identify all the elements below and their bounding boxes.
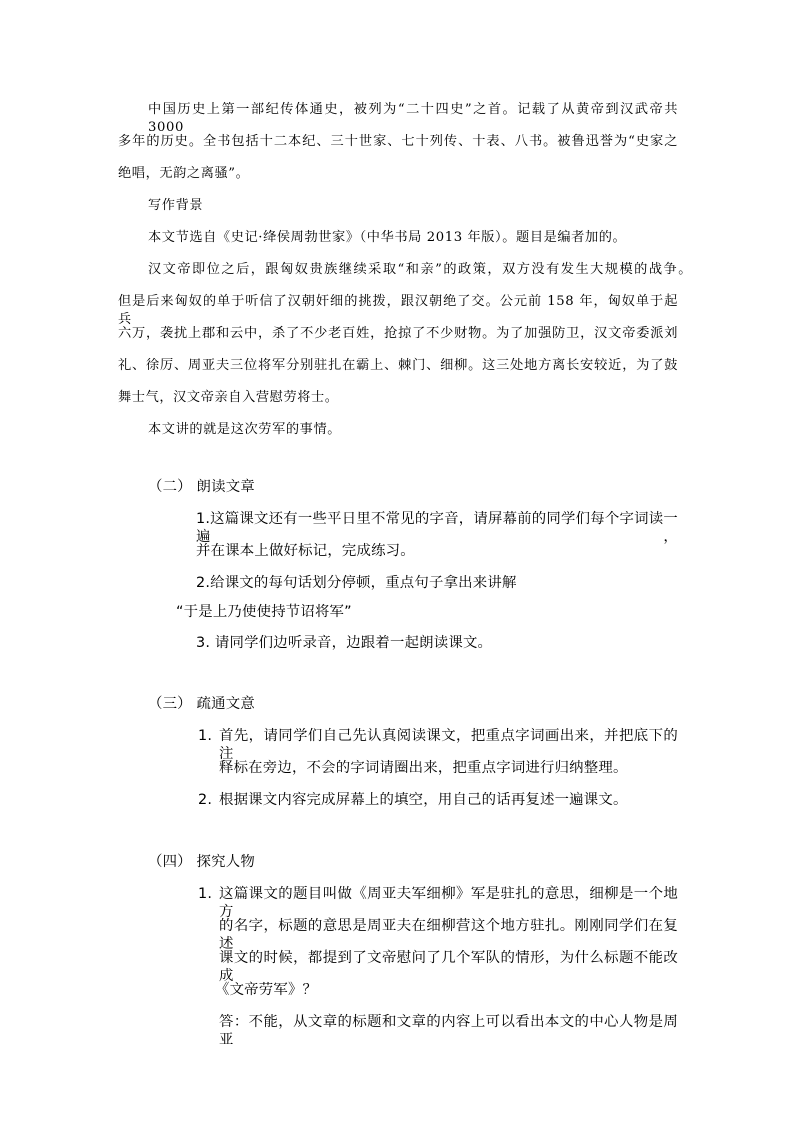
- list-item-line: 首先，请同学们自己先认真阅读课文，把重点字词画出来，并把底下的注: [219, 728, 678, 762]
- list-item-line: 的名字，标题的意思是周亚夫在细柳营这个地方驻扎。刚刚同学们在复述: [219, 918, 678, 952]
- list-item-line: 这篇课文的题目叫做《周亚夫军细柳》军是驻扎的意思，细柳是一个地方: [219, 886, 678, 920]
- section-heading: 写作背景: [148, 198, 204, 213]
- list-number: 1.: [198, 886, 213, 902]
- list-item-line: 并在课本上做好标记，完成练习。: [196, 543, 415, 559]
- list-item-line: 3. 请同学们边听录音，边跟着一起朗读课文。: [196, 635, 493, 651]
- intro-paragraph-line: 本文节选自《史记·绛侯周勃世家》（中华书局 2013 年版）。题目是编者加的。: [148, 230, 627, 245]
- section-title: （四） 探究人物: [148, 854, 255, 870]
- intro-paragraph-line: 舞士气，汉文帝亲自入营慰劳将士。: [118, 390, 339, 405]
- list-number: 2.: [198, 792, 213, 808]
- answer-line: 答：不能，从文章的标题和文章的内容上可以看出本文的中心人物是周亚: [219, 1014, 678, 1048]
- intro-paragraph-line: 多年的历史。全书包括十二本纪、三十世家、七十列传、十表、八书。被鲁迅誉为“史家之: [118, 134, 678, 149]
- intro-paragraph-line: 本文讲的就是这次劳军的事情。: [148, 422, 342, 437]
- intro-paragraph-line: 汉文帝即位之后，跟匈奴贵族继续采取“和亲”的政策，双方没有发生大规模的战争。: [148, 262, 692, 277]
- intro-paragraph-line: 六万，袭扰上郡和云中，杀了不少老百姓，抢掠了不少财物。为了加强防卫，汉文帝委派刘: [118, 326, 678, 341]
- list-number: 1.: [198, 728, 213, 744]
- intro-paragraph-line: 但是后来匈奴的单于听信了汉朝奸细的挑拨，跟汉朝绝了交。公元前 158 年，匈奴单于起兵: [118, 294, 678, 327]
- list-item-line: 《文帝劳军》？: [215, 982, 318, 998]
- list-item-line: 根据课文内容完成屏幕上的填空，用自己的话再复述一遍课文。: [219, 792, 628, 808]
- list-item-line: 1.这篇课文还有一些平日里不常见的字音，请屏幕前的同学们每个字词读一遍，: [196, 511, 678, 545]
- intro-paragraph-line: 礼、徐厉、周亚夫三位将军分别驻扎在霸上、棘门、细柳。这三处地方离长安较近，为了鼓: [118, 358, 678, 373]
- section-title: （三） 疏通文意: [148, 696, 255, 712]
- intro-paragraph-line: 中国历史上第一部纪传体通史，被列为“二十四史”之首。记载了从黄帝到汉武帝共 3000: [148, 102, 678, 135]
- list-item-line: 课文的时候，都提到了文帝慰问了几个军队的情形，为什么标题不能改成: [219, 950, 678, 984]
- list-item-line: 2.给课文的每句话划分停顿，重点句子拿出来讲解: [196, 575, 517, 591]
- section-title: （二） 朗读文章: [148, 479, 255, 495]
- intro-paragraph-line: 绝唱，无韵之离骚”。: [118, 166, 250, 181]
- list-item-line: 释标在旁边，不会的字词请圈出来，把重点字词进行归纳整理。: [219, 760, 628, 776]
- quote-line: “于是上乃使使持节诏将军”: [176, 604, 352, 620]
